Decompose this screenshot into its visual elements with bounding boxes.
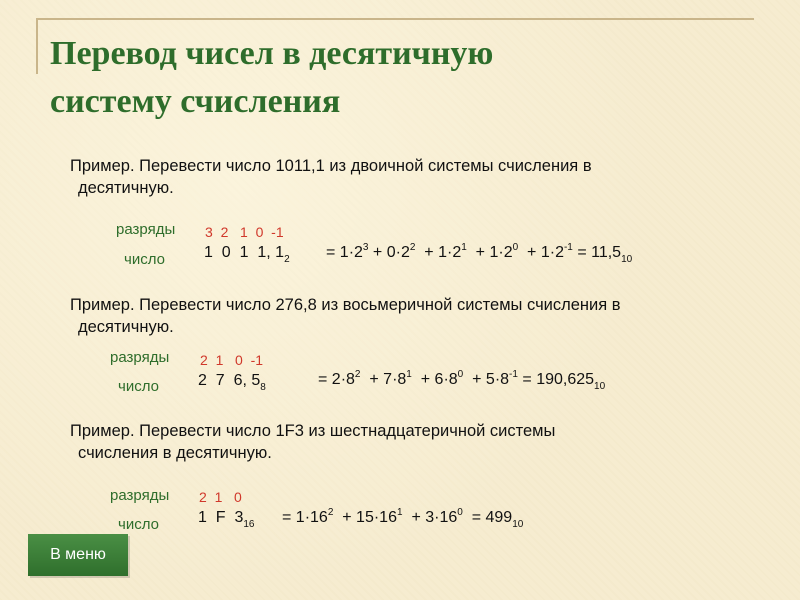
result-base: 10 <box>621 254 633 265</box>
formula-exponent: 1 <box>406 369 412 380</box>
formula-exponent: -1 <box>509 369 518 380</box>
formula-term: + 7·8 <box>360 371 407 388</box>
example-text-line: десятичную. <box>78 318 174 336</box>
formula-term: = 1·2 <box>326 244 363 261</box>
formula-term: + 3·16 <box>402 509 458 526</box>
number-base: 2 <box>284 254 290 265</box>
example-hex-text <box>70 420 555 464</box>
source-number <box>204 244 290 265</box>
digit-positions: 2 1 0 <box>199 489 242 505</box>
formula-exponent: 1 <box>461 242 467 253</box>
formula-term: + 0·2 <box>368 244 410 261</box>
number-label: число <box>118 516 159 533</box>
source-number <box>198 372 266 393</box>
formula-exponent: 1 <box>396 507 403 518</box>
formula-exponent: 0 <box>512 242 519 253</box>
digits-label: разряды <box>110 487 170 504</box>
example-text-line: Пример. Перевести число 1011,1 из двоичной системы счисления в <box>70 157 592 175</box>
formula-exponent: 0 <box>457 507 463 518</box>
formula-exponent: 2 <box>354 369 361 380</box>
formula-term: = 1·16 <box>282 509 328 526</box>
example-text-line: десятичную. <box>78 179 174 197</box>
digits-label: разряды <box>110 349 170 366</box>
title-line: Перевод чисел в десятичную <box>50 35 494 72</box>
formula-exponent: 2 <box>327 507 334 518</box>
slide-title <box>50 30 750 126</box>
number-base: 8 <box>260 382 266 393</box>
formula-term: + 6·8 <box>411 371 458 388</box>
example-text-line: Пример. Перевести число 1F3 из шестнадцатеричной системы <box>70 422 556 440</box>
title-frame-line <box>36 18 754 20</box>
formula-exponent: 3 <box>362 242 369 253</box>
formula-exponent: -1 <box>563 242 573 253</box>
formula-term: = 2·8 <box>318 371 355 388</box>
example-binary-text <box>70 155 592 199</box>
digit-positions: 2 1 0 -1 <box>200 352 264 368</box>
formula-term: + 5·8 <box>463 371 510 388</box>
conversion-formula <box>318 369 606 392</box>
result-base: 10 <box>594 381 606 392</box>
number-base: 16 <box>243 519 255 530</box>
number-digits: 1 0 1 1, 1 <box>204 244 285 261</box>
formula-result: = 190,625 <box>517 371 595 388</box>
result-base: 10 <box>512 519 524 530</box>
digit-positions: 3 2 1 0 -1 <box>205 224 284 240</box>
conversion-formula <box>326 242 633 265</box>
formula-result: = 499 <box>462 509 513 526</box>
example-text-line: Пример. Перевести число 276,8 из восьмеричной системы счисления в <box>70 296 621 314</box>
source-number <box>198 509 255 530</box>
number-label: число <box>118 378 159 395</box>
number-digits: 2 7 6, 5 <box>198 372 261 389</box>
formula-term: + 1·2 <box>466 244 513 261</box>
formula-term: + 1·2 <box>518 244 564 261</box>
digits-label: разряды <box>116 221 176 238</box>
formula-result: = 11,5 <box>572 244 622 261</box>
menu-button[interactable]: В меню <box>28 534 128 576</box>
number-label: число <box>124 251 165 268</box>
example-text-line: счисления в десятичную. <box>78 444 272 462</box>
example-octal-text <box>70 294 621 338</box>
formula-exponent: 0 <box>457 369 464 380</box>
number-digits: 1 F 3 <box>198 509 244 526</box>
conversion-formula <box>282 507 524 530</box>
formula-term: + 1·2 <box>415 244 462 261</box>
formula-term: + 15·16 <box>333 509 397 526</box>
formula-exponent: 2 <box>409 242 416 253</box>
title-frame-line <box>36 18 38 74</box>
title-line: систему счисления <box>50 83 341 120</box>
